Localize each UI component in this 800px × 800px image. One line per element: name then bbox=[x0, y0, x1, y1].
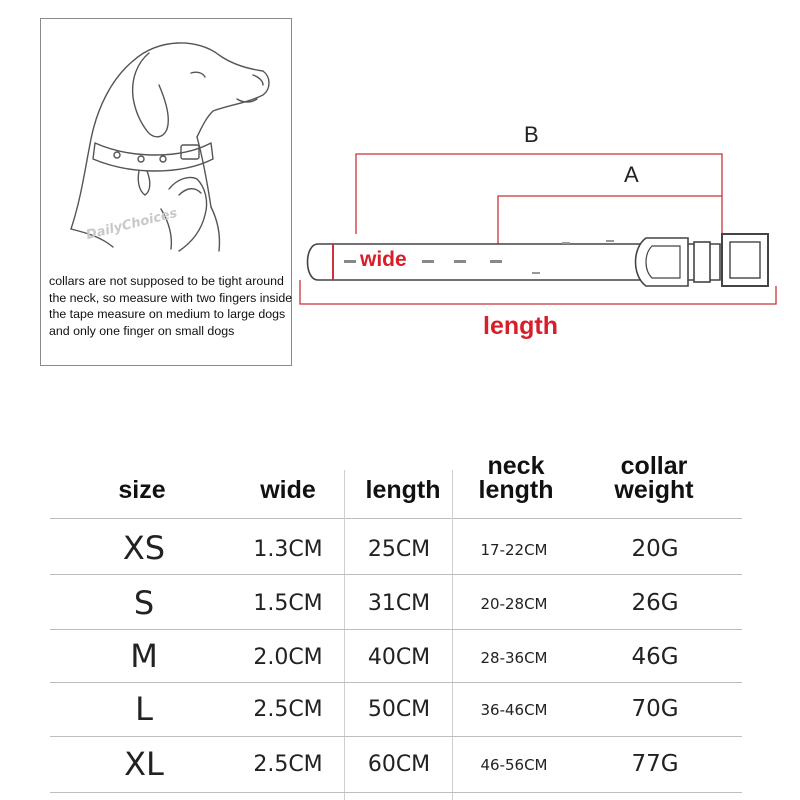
weight-cell: 46G bbox=[631, 644, 679, 670]
header-collar-weight: collar weight bbox=[614, 452, 694, 504]
measuring-note: collars are not supposed to be tight around the neck, so measure with two fingers inside the tape measure on medium to large dogs and only one finger on small dogs bbox=[49, 274, 293, 338]
weight-cell: 70G bbox=[631, 696, 679, 722]
weight-cell: 26G bbox=[631, 590, 679, 616]
wide-cell: 2.5CM bbox=[253, 697, 323, 722]
neck-length-cell: 36-46CM bbox=[480, 701, 548, 719]
wide-cell: 2.0CM bbox=[253, 645, 323, 670]
watermark-text: DailyChoices bbox=[84, 205, 179, 244]
length-cell: 31CM bbox=[367, 591, 431, 616]
size-cell: XL bbox=[124, 745, 164, 783]
size-cell: XS bbox=[122, 529, 166, 567]
length-cell: 60CM bbox=[367, 752, 431, 777]
size-chart-table bbox=[0, 440, 800, 800]
dimension-a-label: A bbox=[624, 162, 639, 187]
weight-cell: 77G bbox=[631, 751, 679, 777]
header-wide: wide bbox=[260, 476, 316, 504]
size-cell: L bbox=[135, 690, 153, 728]
wide-cell: 1.3CM bbox=[253, 537, 323, 562]
length-cell: 40CM bbox=[367, 645, 431, 670]
length-cell: 25CM bbox=[367, 537, 431, 562]
header-neck-length: neck length bbox=[478, 452, 554, 504]
length-cell: 50CM bbox=[367, 697, 431, 722]
wide-cell: 2.5CM bbox=[253, 752, 323, 777]
dog-measure-illustration bbox=[40, 18, 292, 366]
size-cell: S bbox=[133, 584, 155, 622]
wide-label: wide bbox=[360, 248, 407, 271]
neck-length-cell: 46-56CM bbox=[480, 756, 548, 774]
neck-length-cell: 17-22CM bbox=[480, 541, 548, 559]
strap-keeper bbox=[694, 242, 710, 282]
wide-cell: 1.5CM bbox=[253, 591, 323, 616]
dog-collar-drawing bbox=[41, 19, 293, 269]
neck-length-cell: 28-36CM bbox=[480, 649, 548, 667]
length-label: length bbox=[483, 312, 558, 340]
size-cell: M bbox=[130, 637, 158, 675]
length-bracket bbox=[300, 280, 776, 304]
neck-length-cell: 20-28CM bbox=[480, 595, 548, 613]
header-size: size bbox=[118, 476, 166, 504]
weight-cell: 20G bbox=[631, 536, 679, 562]
dimension-b-label: B bbox=[524, 122, 539, 147]
header-length: length bbox=[365, 476, 441, 504]
dimension-b-bracket bbox=[356, 154, 722, 240]
